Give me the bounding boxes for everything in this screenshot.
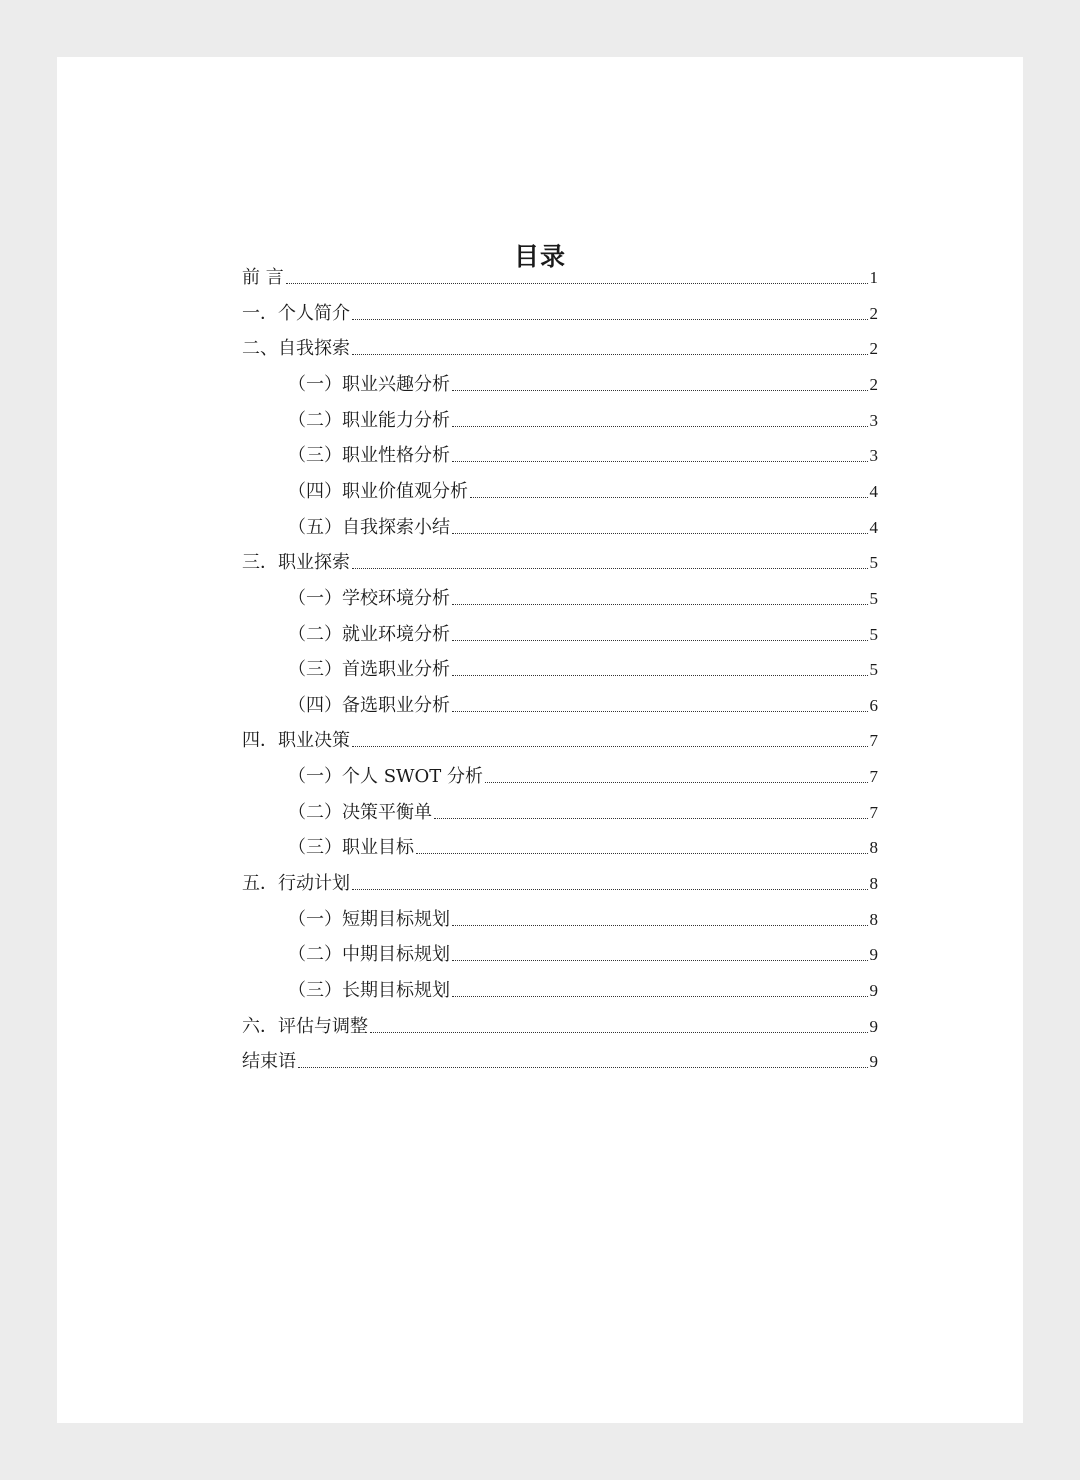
toc-entry-label: （一）学校环境分析 [288, 587, 450, 609]
dot-leader [286, 283, 868, 284]
dot-leader [298, 1067, 868, 1068]
toc-entry-page-number: 6 [869, 695, 878, 715]
toc-entry-label: （三）职业性格分析 [288, 445, 450, 467]
dot-leader [452, 390, 868, 391]
toc-entry[interactable] [242, 255, 878, 289]
toc-entry-label: 三．职业探索 [242, 552, 350, 574]
dot-leader [370, 1032, 868, 1033]
dot-leader [352, 889, 868, 890]
toc-entry-page-number: 5 [869, 553, 878, 573]
toc-entry-label: （一）职业兴趣分析 [288, 373, 450, 395]
dot-leader [452, 960, 868, 961]
toc-entry-page-number: 2 [869, 303, 878, 323]
toc-entry-page-number: 7 [869, 731, 878, 751]
toc-entry-label: （三）长期目标规划 [288, 980, 450, 1001]
toc-entry-page-number: 2 [869, 374, 878, 394]
toc-entry-page-number: 4 [869, 517, 878, 537]
dot-leader [452, 533, 868, 534]
toc-entry-page-number: 4 [869, 481, 878, 501]
toc-entry[interactable] [288, 469, 878, 503]
dot-leader [470, 497, 868, 498]
dot-leader [485, 782, 867, 783]
dot-leader [452, 461, 868, 462]
dot-leader [452, 426, 868, 427]
dot-leader [452, 925, 868, 926]
toc-entry[interactable] [288, 932, 878, 966]
dot-leader [434, 818, 868, 819]
toc-entry-label: 一．个人简介 [242, 302, 350, 324]
toc-entry[interactable] [288, 647, 878, 681]
dot-leader [352, 354, 868, 355]
toc-entry-label: 结束语 [242, 1051, 296, 1073]
toc-entry-page-number: 5 [869, 588, 878, 608]
toc-entry-page-number: 8 [869, 909, 878, 929]
dot-leader [452, 711, 868, 712]
toc-entry-label: （一）短期目标规划 [288, 908, 450, 930]
toc-entry[interactable] [288, 683, 878, 717]
toc-entry[interactable] [242, 540, 878, 574]
toc-entry-page-number: 7 [869, 767, 878, 787]
dot-leader [416, 853, 868, 854]
toc-entry[interactable] [288, 433, 878, 467]
toc-entry[interactable] [288, 362, 878, 396]
toc-entry[interactable] [288, 754, 878, 788]
toc-entry-label: 四．职业决策 [242, 730, 350, 752]
toc-entry-label: 前 言 [242, 267, 284, 288]
toc-entry-page-number: 9 [869, 1052, 878, 1072]
dot-leader [452, 675, 868, 676]
toc-entry-page-number: 5 [869, 660, 878, 680]
toc-entry-label: （二）中期目标规划 [288, 944, 450, 966]
toc-entry[interactable] [288, 897, 878, 931]
toc-entry[interactable] [288, 968, 878, 1002]
toc-entry[interactable] [288, 576, 878, 610]
dot-leader [452, 640, 868, 641]
document-page [57, 57, 1023, 1423]
toc-entry-label: （二）职业能力分析 [288, 409, 450, 431]
toc-entry[interactable] [242, 1039, 878, 1073]
toc-entry-page-number: 7 [869, 802, 878, 822]
toc-entry[interactable] [242, 861, 878, 895]
dot-leader [452, 604, 868, 605]
dot-leader [352, 568, 868, 569]
toc-entry-page-number: 8 [869, 874, 878, 894]
toc-entry-label: （二）就业环境分析 [288, 623, 450, 645]
toc-entry[interactable] [242, 1004, 878, 1038]
toc-entry[interactable] [288, 398, 878, 432]
toc-entry-page-number: 3 [869, 446, 878, 466]
toc-entry-page-number: 9 [869, 945, 878, 965]
toc-entry[interactable] [288, 825, 878, 859]
toc-entry-page-number: 9 [869, 1016, 878, 1036]
toc-entry-label: 六．评估与调整 [242, 1015, 368, 1037]
dot-leader [352, 319, 868, 320]
toc-entry-label: （四）职业价值观分析 [288, 480, 468, 502]
toc-entry-label: 五．行动计划 [242, 873, 350, 895]
toc-entry-label: （二）决策平衡单 [288, 801, 432, 823]
toc-entry-page-number: 8 [869, 838, 878, 858]
dot-leader [352, 746, 868, 747]
toc-entry-label: 二、自我探索 [242, 338, 350, 360]
toc-entry-label: （三）首选职业分析 [288, 659, 450, 681]
dot-leader [452, 996, 868, 997]
toc-entry-label: （一）个人 SWOT 分析 [288, 766, 484, 788]
toc-entry-label: （四）备选职业分析 [288, 694, 450, 716]
toc-entry-page-number: 3 [869, 410, 878, 430]
toc-entry[interactable] [242, 291, 878, 325]
toc-entry[interactable] [288, 505, 878, 539]
toc-entry-page-number: 9 [869, 981, 878, 1000]
toc-entry[interactable] [288, 612, 878, 646]
toc-entry-page-number: 2 [869, 339, 878, 359]
toc-title: 目录 [513, 242, 566, 271]
toc-entry[interactable] [288, 790, 878, 824]
toc-entry-page-number: 5 [869, 624, 878, 644]
toc-entry-label: （三）职业目标 [288, 837, 414, 859]
toc-entry-label: （五）自我探索小结 [288, 516, 450, 538]
toc-entry[interactable] [242, 718, 878, 752]
toc-entry-page-number: 1 [869, 268, 878, 287]
toc-entry[interactable] [242, 326, 878, 360]
